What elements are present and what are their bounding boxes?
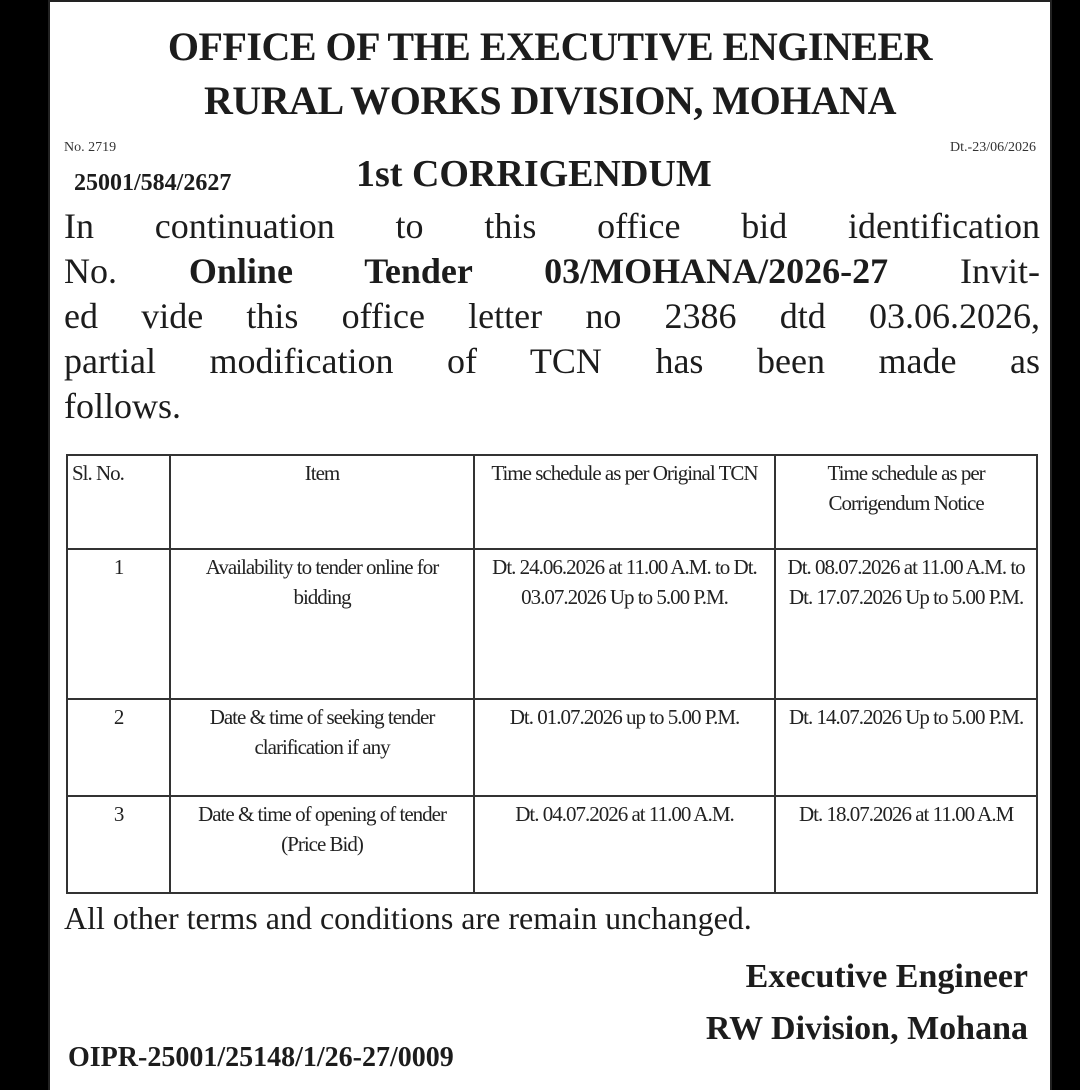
oipr-number: OIPR-25001/25148/1/26-27/0009 <box>68 1042 454 1073</box>
header-original-schedule: Time schedule as per Original TCN <box>474 455 775 549</box>
body-line-4: partial modification of TCN has been made as <box>64 341 1040 381</box>
reference-number: 25001/584/2627 <box>74 170 232 196</box>
row-sl: 1 <box>67 549 170 699</box>
notice-date: Dt.-23/06/2026 <box>950 140 1036 155</box>
corrigendum-title: 1st CORRIGENDUM <box>356 153 712 195</box>
table-row <box>67 796 1037 893</box>
row-corrigendum: Dt. 18.07.2026 at 11.00 A.M <box>775 796 1037 893</box>
table-row <box>67 699 1037 796</box>
header-corrigendum-schedule: Time schedule as per Corrigendum Notice <box>775 455 1037 549</box>
row-corrigendum: Dt. 08.07.2026 at 11.00 A.M. to Dt. 17.07.2026 Up to 5.00 P.M. <box>775 549 1037 699</box>
header-sl-no: Sl. No. <box>67 455 170 549</box>
row-sl: 3 <box>67 796 170 893</box>
tender-id: Online Tender 03/MOHANA/2026-27 <box>188 251 889 291</box>
header-item: Item <box>170 455 474 549</box>
body-line-2 <box>64 249 1040 294</box>
row-original: Dt. 24.06.2026 at 11.00 A.M. to Dt. 03.07.2026 Up to 5.00 P.M. <box>474 549 775 699</box>
row-sl: 2 <box>67 699 170 796</box>
body-line-1: In continuation to this office bid identification <box>64 206 1040 246</box>
row-original: Dt. 04.07.2026 at 11.00 A.M. <box>474 796 775 893</box>
notice-number: No. 2719 <box>64 140 117 155</box>
signatory-division: RW Division, Mohana <box>705 1010 1028 1047</box>
unchanged-terms-text: All other terms and conditions are remain unchanged. <box>64 900 752 936</box>
division-title: RURAL WORKS DIVISION, MOHANA <box>203 78 896 123</box>
office-title: OFFICE OF THE EXECUTIVE ENGINEER <box>167 24 933 69</box>
body-line-5: follows. <box>64 386 181 426</box>
row-item: Date & time of opening of tender (Price Bid) <box>170 796 474 893</box>
notice-body <box>64 204 1040 429</box>
row-original: Dt. 01.07.2026 up to 5.00 P.M. <box>474 699 775 796</box>
body-line-2-prefix: No. <box>64 251 189 291</box>
row-item: Date & time of seeking tender clarification if any <box>170 699 474 796</box>
table-row <box>67 549 1037 699</box>
body-line-3: ed vide this office letter no 2386 dtd 03.06.2026, <box>64 296 1040 336</box>
table-header-row <box>67 455 1037 549</box>
signatory-title: Executive Engineer <box>745 958 1028 995</box>
row-item: Availability to tender online for bidding <box>170 549 474 699</box>
tender-notice <box>48 0 1052 1090</box>
body-line-2-suffix: Invit- <box>888 251 1040 291</box>
schedule-table <box>66 454 1038 894</box>
row-corrigendum: Dt. 14.07.2026 Up to 5.00 P.M. <box>775 699 1037 796</box>
